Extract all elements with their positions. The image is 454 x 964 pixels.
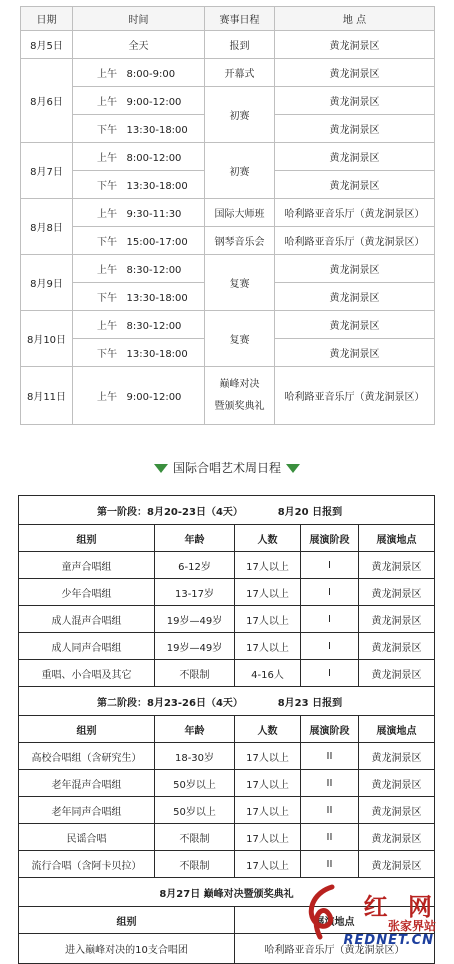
choir-row xyxy=(19,824,435,851)
final-group: 进入巅峰对决的10支合唱团 xyxy=(19,934,235,964)
count-cell: 4-16人 xyxy=(235,660,301,687)
place-cell: 黄龙洞景区 xyxy=(275,311,435,339)
place-cell: 黄龙洞景区 xyxy=(275,339,435,367)
header-count: 人数 xyxy=(235,525,301,552)
event-cell: 复赛 xyxy=(205,255,275,311)
schedule-row xyxy=(21,143,435,171)
group-cell: 少年合唱组 xyxy=(19,579,155,606)
header-event: 赛事日程 xyxy=(205,7,275,31)
place-cell: 黄龙洞景区 xyxy=(275,171,435,199)
stage-cell: I xyxy=(301,579,359,606)
stage-cell: II xyxy=(301,851,359,878)
place-cell: 黄龙洞景区 xyxy=(275,31,435,59)
event-cell: 初赛 xyxy=(205,87,275,143)
venue-cell: 黄龙洞景区 xyxy=(359,851,435,878)
phase1-rows xyxy=(19,552,435,687)
group-cell: 童声合唱组 xyxy=(19,552,155,579)
place-cell: 黄龙洞景区 xyxy=(275,283,435,311)
choir-row xyxy=(19,579,435,606)
date-cell: 8月9日 xyxy=(21,255,73,311)
schedule-header-row xyxy=(21,7,435,31)
age-cell: 50岁以上 xyxy=(155,797,235,824)
venue-cell: 黄龙洞景区 xyxy=(359,552,435,579)
count-cell: 17人以上 xyxy=(235,770,301,797)
age-cell: 不限制 xyxy=(155,660,235,687)
stage-cell: I xyxy=(301,660,359,687)
count-cell: 17人以上 xyxy=(235,606,301,633)
date-cell: 8月10日 xyxy=(21,311,73,367)
date-cell: 8月6日 xyxy=(21,59,73,143)
stage-cell: II xyxy=(301,770,359,797)
group-cell: 老年混声合唱组 xyxy=(19,770,155,797)
schedule-row xyxy=(21,87,435,115)
stage-cell: I xyxy=(301,552,359,579)
count-cell: 17人以上 xyxy=(235,633,301,660)
phase-row xyxy=(19,496,435,525)
date-cell: 8月5日 xyxy=(21,31,73,59)
time-cell: 下午 13:30-18:00 xyxy=(73,283,205,311)
schedule-row xyxy=(21,59,435,87)
event-cell: 初赛 xyxy=(205,143,275,199)
time-cell: 上午 9:30-11:30 xyxy=(73,199,205,227)
phase-row xyxy=(19,687,435,716)
event-cell xyxy=(205,367,275,425)
choir-row xyxy=(19,633,435,660)
event-cell: 钢琴音乐会 xyxy=(205,227,275,255)
time-cell: 上午 8:30-12:00 xyxy=(73,255,205,283)
final-header-venue: 展演地点 xyxy=(235,907,435,934)
schedule-row xyxy=(21,311,435,339)
triangle-icon xyxy=(286,464,300,473)
section-title-text: 国际合唱艺术周日程 xyxy=(172,461,281,475)
header-venue: 展演地点 xyxy=(359,716,435,743)
swirl-logo-icon xyxy=(302,883,342,943)
logo-domain: REDNET.CN xyxy=(343,933,434,948)
age-cell: 18-30岁 xyxy=(155,743,235,770)
choir-row xyxy=(19,606,435,633)
count-cell: 17人以上 xyxy=(235,743,301,770)
stage-cell: I xyxy=(301,606,359,633)
venue-cell: 黄龙洞景区 xyxy=(359,633,435,660)
event-cell: 开幕式 xyxy=(205,59,275,87)
count-cell: 17人以上 xyxy=(235,824,301,851)
date-cell: 8月7日 xyxy=(21,143,73,199)
group-cell: 高校合唱组（含研究生） xyxy=(19,743,155,770)
event-schedule-table xyxy=(20,6,435,425)
time-cell: 下午 13:30-18:00 xyxy=(73,339,205,367)
choir-row xyxy=(19,660,435,687)
place-cell: 哈利路亚音乐厅（黄龙洞景区） xyxy=(275,367,435,425)
venue-cell: 黄龙洞景区 xyxy=(359,743,435,770)
time-cell: 上午 8:30-12:00 xyxy=(73,311,205,339)
choir-row xyxy=(19,851,435,878)
venue-cell: 黄龙洞景区 xyxy=(359,797,435,824)
event-cell: 复赛 xyxy=(205,311,275,367)
triangle-icon xyxy=(154,464,168,473)
time-cell: 下午 13:30-18:00 xyxy=(73,115,205,143)
choir-row xyxy=(19,743,435,770)
stage-cell: II xyxy=(301,743,359,770)
count-cell: 17人以上 xyxy=(235,851,301,878)
group-cell: 成人混声合唱组 xyxy=(19,606,155,633)
date-cell: 8月8日 xyxy=(21,199,73,255)
header-stage: 展演阶段 xyxy=(301,525,359,552)
time-cell: 下午 15:00-17:00 xyxy=(73,227,205,255)
venue-cell: 黄龙洞景区 xyxy=(359,770,435,797)
place-cell: 哈利路亚音乐厅（黄龙洞景区） xyxy=(275,199,435,227)
choir-header-row xyxy=(19,716,435,743)
header-place: 地 点 xyxy=(275,7,435,31)
header-time: 时间 xyxy=(73,7,205,31)
age-cell: 6-12岁 xyxy=(155,552,235,579)
age-cell: 13-17岁 xyxy=(155,579,235,606)
schedule-row xyxy=(21,199,435,227)
time-cell: 下午 13:30-18:00 xyxy=(73,171,205,199)
header-age: 年龄 xyxy=(155,525,235,552)
event-line: 暨颁奖典礼 xyxy=(214,400,265,412)
count-cell: 17人以上 xyxy=(235,579,301,606)
schedule-row xyxy=(21,255,435,283)
section-title xyxy=(0,459,454,479)
venue-cell: 黄龙洞景区 xyxy=(359,579,435,606)
count-cell: 17人以上 xyxy=(235,552,301,579)
event-cell: 报到 xyxy=(205,31,275,59)
event-cell: 国际大师班 xyxy=(205,199,275,227)
stage-cell: II xyxy=(301,824,359,851)
final-title: 8月27日 巅峰对决暨颁奖典礼 xyxy=(19,878,435,907)
group-cell: 重唱、小合唱及其它 xyxy=(19,660,155,687)
age-cell: 19岁—49岁 xyxy=(155,606,235,633)
count-cell: 17人以上 xyxy=(235,797,301,824)
place-cell: 黄龙洞景区 xyxy=(275,59,435,87)
logo-area: 张家界站 xyxy=(387,919,436,933)
header-group: 组别 xyxy=(19,525,155,552)
header-age: 年龄 xyxy=(155,716,235,743)
date-cell: 8月11日 xyxy=(21,367,73,425)
choir-row xyxy=(19,552,435,579)
place-cell: 哈利路亚音乐厅（黄龙洞景区） xyxy=(275,227,435,255)
schedule-row xyxy=(21,31,435,59)
time-cell: 上午 9:00-12:00 xyxy=(73,367,205,425)
time-cell: 上午 9:00-12:00 xyxy=(73,87,205,115)
choir-header-row xyxy=(19,525,435,552)
phase1-title: 第一阶段：8月20-23日（4天） 8月20 日报到 xyxy=(19,496,435,525)
time-cell: 上午 8:00-9:00 xyxy=(73,59,205,87)
age-cell: 19岁—49岁 xyxy=(155,633,235,660)
phase2-title: 第二阶段：8月23-26日（4天） 8月23 日报到 xyxy=(19,687,435,716)
header-venue: 展演地点 xyxy=(359,525,435,552)
place-cell: 黄龙洞景区 xyxy=(275,255,435,283)
venue-cell: 黄龙洞景区 xyxy=(359,606,435,633)
choir-row xyxy=(19,797,435,824)
venue-cell: 黄龙洞景区 xyxy=(359,660,435,687)
schedule-row xyxy=(21,227,435,255)
phase2-rows xyxy=(19,743,435,878)
group-cell: 成人同声合唱组 xyxy=(19,633,155,660)
group-cell: 流行合唱（含阿卡贝拉） xyxy=(19,851,155,878)
header-group: 组别 xyxy=(19,716,155,743)
final-venue: 哈利路亚音乐厅（黄龙洞景区） xyxy=(235,934,435,964)
event-line: 巅峰对决 xyxy=(219,378,260,390)
place-cell: 黄龙洞景区 xyxy=(275,115,435,143)
schedule-row xyxy=(21,367,435,425)
venue-cell: 黄龙洞景区 xyxy=(359,824,435,851)
time-cell: 上午 8:00-12:00 xyxy=(73,143,205,171)
rednet-watermark xyxy=(298,883,448,953)
age-cell: 50岁以上 xyxy=(155,770,235,797)
stage-cell: II xyxy=(301,797,359,824)
logo-text: 红 网 xyxy=(363,892,438,921)
header-date: 日期 xyxy=(21,7,73,31)
place-cell: 黄龙洞景区 xyxy=(275,87,435,115)
header-stage: 展演阶段 xyxy=(301,716,359,743)
header-count: 人数 xyxy=(235,716,301,743)
time-cell: 全天 xyxy=(73,31,205,59)
group-cell: 民谣合唱 xyxy=(19,824,155,851)
age-cell: 不限制 xyxy=(155,851,235,878)
stage-cell: I xyxy=(301,633,359,660)
group-cell: 老年同声合唱组 xyxy=(19,797,155,824)
choir-row xyxy=(19,770,435,797)
place-cell: 黄龙洞景区 xyxy=(275,143,435,171)
final-header-group: 组别 xyxy=(19,907,235,934)
age-cell: 不限制 xyxy=(155,824,235,851)
